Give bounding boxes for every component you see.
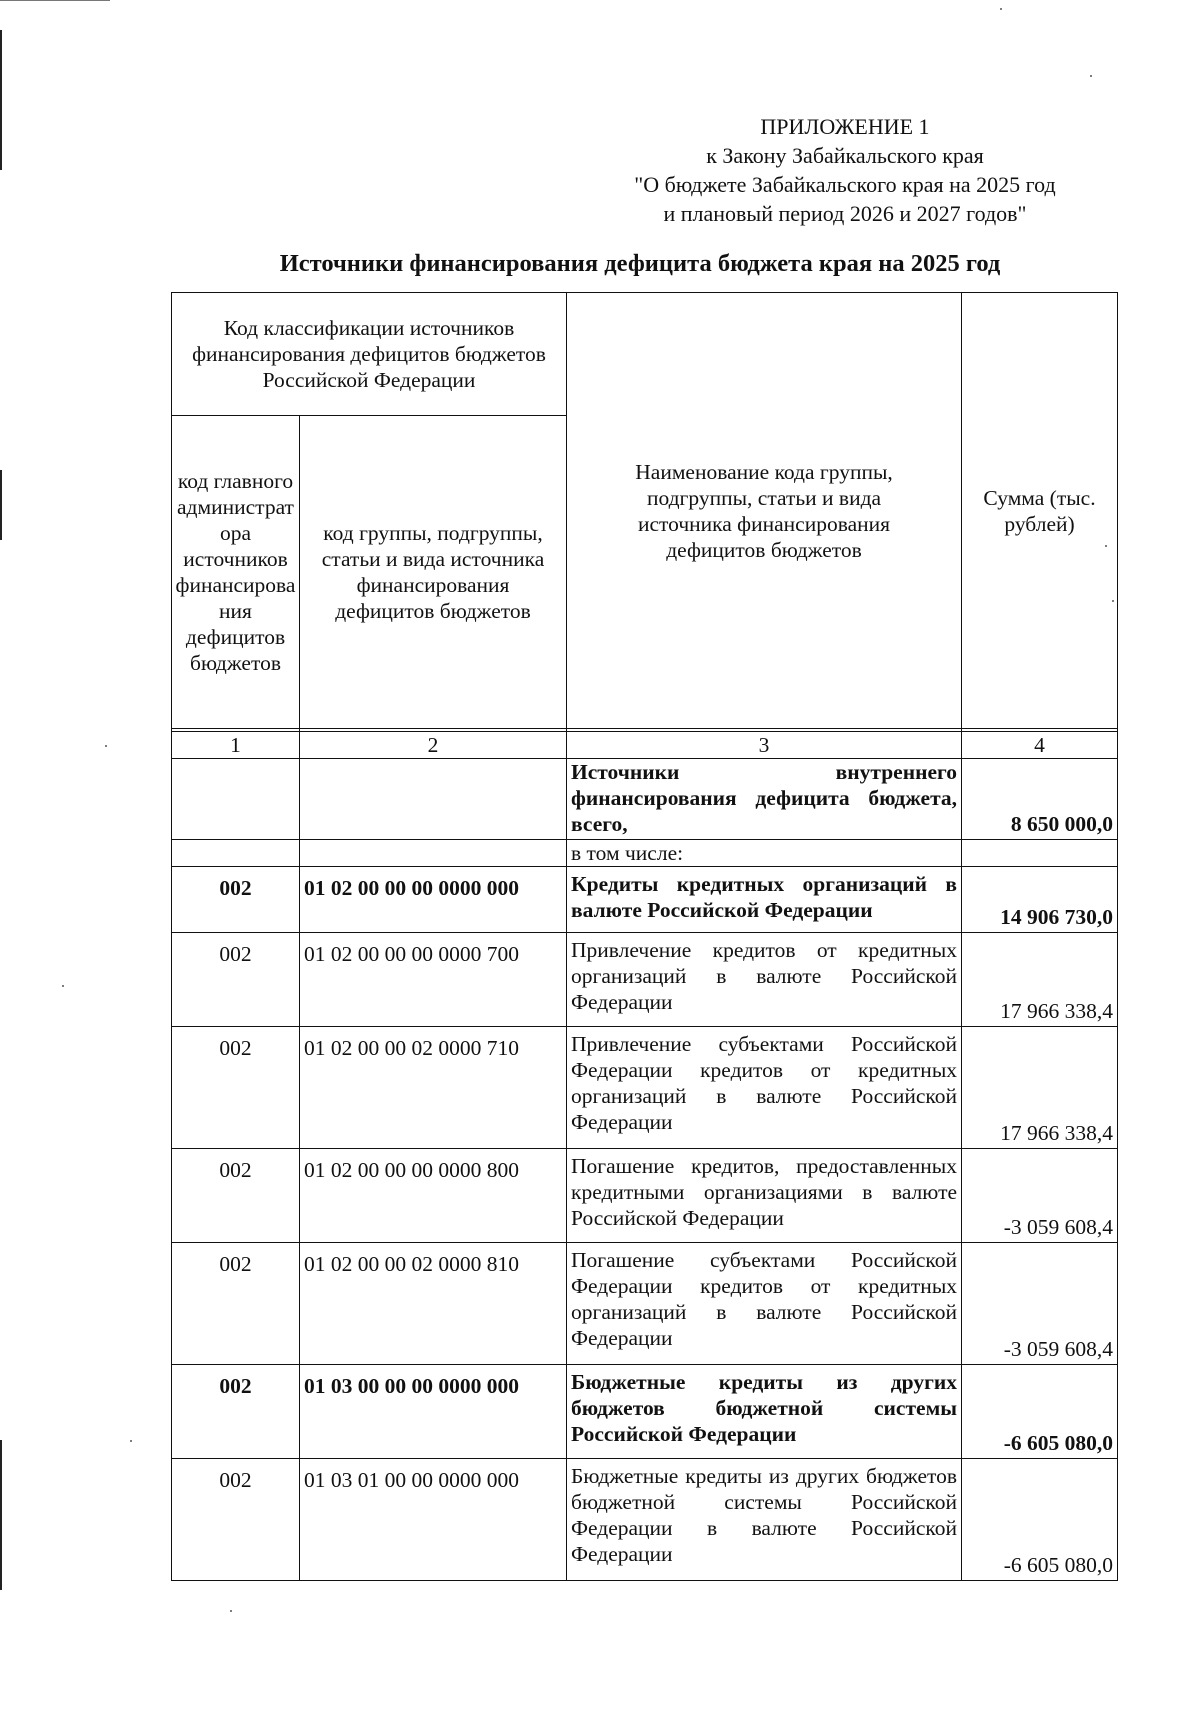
admin-code: 002 xyxy=(172,1365,300,1459)
header-name xyxy=(567,293,962,729)
scan-speck xyxy=(105,745,107,747)
source-code: 01 02 00 00 00 0000 000 xyxy=(300,867,567,933)
scan-speck xyxy=(1000,8,1002,10)
appendix-line-3: "О бюджете Забайкальского края на 2025 год xyxy=(634,172,1056,197)
table-row xyxy=(172,1459,1118,1581)
table-row xyxy=(172,1149,1118,1243)
header-group-code xyxy=(300,416,567,729)
column-number: 2 xyxy=(300,732,567,759)
source-code: 01 03 01 00 00 0000 000 xyxy=(300,1459,567,1581)
scan-speck xyxy=(1090,75,1092,77)
header-classification-code-text: Код классификации источников финансирования дефицитов бюджетов Российской Федерации xyxy=(192,316,546,392)
admin-code: 002 xyxy=(172,933,300,1027)
header-classification-code xyxy=(172,293,567,416)
admin-code: 002 xyxy=(172,1149,300,1243)
document-title: Источники финансирования дефицита бюджета края на 2025 год xyxy=(279,250,1001,277)
including-label: в том числе: xyxy=(567,840,962,867)
source-code: 01 02 00 00 02 0000 710 xyxy=(300,1027,567,1149)
appendix-line-1: ПРИЛОЖЕНИЕ 1 xyxy=(760,114,930,139)
header-amount xyxy=(962,293,1118,729)
column-number: 1 xyxy=(172,732,300,759)
column-number: 3 xyxy=(567,732,962,759)
appendix-header xyxy=(585,112,1105,228)
source-name: Погашение кредитов, предоставленных кредитными организациями в валюте Российской Федерации xyxy=(567,1149,962,1243)
admin-code: 002 xyxy=(172,1027,300,1149)
table-row xyxy=(172,1243,1118,1365)
source-amount: 14 906 730,0 xyxy=(962,867,1118,933)
scan-edge-mark xyxy=(0,1440,2,1590)
financing-sources-table xyxy=(171,292,1118,1581)
header-group-code-text: код группы, подгруппы, статьи и вида источника финансирования дефицитов бюджетов xyxy=(321,521,545,623)
column-number: 4 xyxy=(962,732,1118,759)
table-row xyxy=(172,867,1118,933)
source-name: Кредиты кредитных организаций в валюте Российской Федерации xyxy=(567,867,962,933)
appendix-line-4: и плановый период 2026 и 2027 годов" xyxy=(663,201,1027,226)
source-code: 01 02 00 00 00 0000 800 xyxy=(300,1149,567,1243)
source-name: Привлечение кредитов от кредитных организаций в валюте Российской Федерации xyxy=(567,933,962,1027)
source-amount: -3 059 608,4 xyxy=(962,1149,1118,1243)
scan-speck xyxy=(130,1440,132,1442)
header-row-group xyxy=(172,293,1118,416)
scan-speck xyxy=(230,1610,232,1612)
source-amount: -6 605 080,0 xyxy=(962,1459,1118,1581)
admin-code: 002 xyxy=(172,1459,300,1581)
appendix-line-2: к Закону Забайкальского края xyxy=(706,143,984,168)
total-amount: 8 650 000,0 xyxy=(962,759,1118,840)
source-amount: 17 966 338,4 xyxy=(962,1027,1118,1149)
source-code: 01 03 00 00 00 0000 000 xyxy=(300,1365,567,1459)
header-amount-text: Сумма (тыс. рублей) xyxy=(983,485,1096,536)
source-code: 01 02 00 00 02 0000 810 xyxy=(300,1243,567,1365)
header-name-text: Наименование кода группы, подгруппы, статьи и вида источника финансирования дефицитов бюджетов xyxy=(635,459,893,562)
column-number-row xyxy=(172,732,1118,759)
including-row xyxy=(172,840,1118,867)
scan-corner-mark xyxy=(0,0,110,1)
table-row xyxy=(172,933,1118,1027)
scan-edge-mark xyxy=(0,30,2,170)
admin-code: 002 xyxy=(172,867,300,933)
source-name: Бюджетные кредиты из других бюджетов бюджетной системы Российской Федерации xyxy=(567,1365,962,1459)
table-row xyxy=(172,1027,1118,1149)
source-name: Привлечение субъектами Российской Федерации кредитов от кредитных организаций в валюте Российской Федерации xyxy=(567,1027,962,1149)
scan-speck xyxy=(62,985,64,987)
table-row xyxy=(172,1365,1118,1459)
header-admin-code xyxy=(172,416,300,729)
header-admin-code-text: код главного администратора источников финансирования дефицитов бюджетов xyxy=(175,469,296,675)
admin-code: 002 xyxy=(172,1243,300,1365)
total-name: Источники внутреннего финансирования дефицита бюджета, всего, xyxy=(567,759,962,840)
source-amount: -6 605 080,0 xyxy=(962,1365,1118,1459)
source-amount: 17 966 338,4 xyxy=(962,933,1118,1027)
scan-edge-mark xyxy=(0,470,2,540)
source-name: Погашение субъектами Российской Федерации кредитов от кредитных организаций в валюте Российской Федерации xyxy=(567,1243,962,1365)
source-code: 01 02 00 00 00 0000 700 xyxy=(300,933,567,1027)
source-name: Бюджетные кредиты из других бюджетов бюджетной системы Российской Федерации в валюте Российской Федерации xyxy=(567,1459,962,1581)
source-amount: -3 059 608,4 xyxy=(962,1243,1118,1365)
total-row xyxy=(172,759,1118,840)
